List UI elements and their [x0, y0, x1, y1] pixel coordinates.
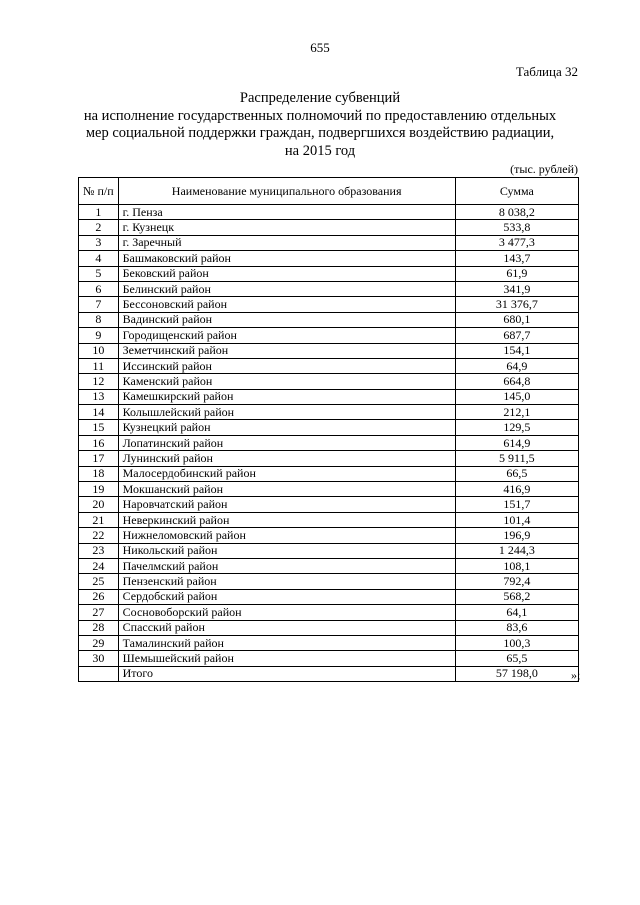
cell-num: 24 [79, 558, 119, 573]
cell-num: 1 [79, 205, 119, 220]
table-row [79, 312, 579, 327]
table-row [79, 435, 579, 450]
table-row [79, 482, 579, 497]
closing-quote-mark: »; [571, 668, 581, 682]
table-row [79, 281, 579, 296]
cell-num: 19 [79, 482, 119, 497]
cell-sum: 129,5 [455, 420, 578, 435]
table-row [79, 466, 579, 481]
cell-num: 26 [79, 589, 119, 604]
cell-num: 21 [79, 512, 119, 527]
cell-sum: 64,1 [455, 605, 578, 620]
table-row [79, 251, 579, 266]
table-row [79, 574, 579, 589]
cell-name: Малосердобинский район [118, 466, 455, 481]
header-name: Наименование муниципального образования [118, 178, 455, 205]
table-row [79, 389, 579, 404]
cell-sum: 212,1 [455, 405, 578, 420]
cell-name: Мокшанский район [118, 482, 455, 497]
table-row [79, 543, 579, 558]
cell-name: Спасский район [118, 620, 455, 635]
table-row [79, 420, 579, 435]
total-row [79, 666, 579, 681]
cell-sum: 614,9 [455, 435, 578, 450]
cell-sum: 145,0 [455, 389, 578, 404]
cell-name: Лунинский район [118, 451, 455, 466]
cell-num: 8 [79, 312, 119, 327]
cell-num: 3 [79, 235, 119, 250]
cell-name: Неверкинский район [118, 512, 455, 527]
table-row [79, 374, 579, 389]
cell-name: Шемышейский район [118, 651, 455, 666]
cell-sum: 1 244,3 [455, 543, 578, 558]
cell-num [79, 666, 119, 681]
cell-name: Пензенский район [118, 574, 455, 589]
cell-num: 7 [79, 297, 119, 312]
cell-name: Итого [118, 666, 455, 681]
cell-name: Кузнецкий район [118, 420, 455, 435]
cell-name: Наровчатский район [118, 497, 455, 512]
cell-name: Нижнеломовский район [118, 528, 455, 543]
cell-num: 14 [79, 405, 119, 420]
cell-sum: 65,5 [455, 651, 578, 666]
table-body [79, 205, 579, 682]
cell-name: Земетчинский район [118, 343, 455, 358]
cell-num: 5 [79, 266, 119, 281]
table-row [79, 635, 579, 650]
cell-name: Колышлейский район [118, 405, 455, 420]
cell-sum: 151,7 [455, 497, 578, 512]
table-row [79, 651, 579, 666]
cell-num: 12 [79, 374, 119, 389]
cell-name: Камешкирский район [118, 389, 455, 404]
table-row [79, 405, 579, 420]
cell-sum: 533,8 [455, 220, 578, 235]
cell-sum: 100,3 [455, 635, 578, 650]
table-row [79, 358, 579, 373]
table-header-row [79, 178, 579, 205]
title-line: Распределение субвенций [239, 90, 401, 106]
cell-name: Бессоновский район [118, 297, 455, 312]
cell-name: г. Кузнецк [118, 220, 455, 235]
table-row [79, 512, 579, 527]
cell-sum: 143,7 [455, 251, 578, 266]
table-row [79, 343, 579, 358]
cell-sum: 792,4 [455, 574, 578, 589]
table-row [79, 497, 579, 512]
cell-num: 15 [79, 420, 119, 435]
table-row [79, 620, 579, 635]
table-row [79, 528, 579, 543]
cell-name: Бековский район [118, 266, 455, 281]
cell-sum: 61,9 [455, 266, 578, 281]
header-num: № п/п [79, 178, 119, 205]
table-row [79, 589, 579, 604]
cell-name: Сердобский район [118, 589, 455, 604]
cell-sum: 664,8 [455, 374, 578, 389]
cell-num: 28 [79, 620, 119, 635]
cell-sum: 568,2 [455, 589, 578, 604]
cell-name: Тамалинский район [118, 635, 455, 650]
cell-num: 2 [79, 220, 119, 235]
cell-num: 23 [79, 543, 119, 558]
table-row [79, 328, 579, 343]
cell-sum: 108,1 [455, 558, 578, 573]
cell-name: г. Пенза [118, 205, 455, 220]
cell-sum: 154,1 [455, 343, 578, 358]
cell-num: 10 [79, 343, 119, 358]
cell-num: 13 [79, 389, 119, 404]
cell-name: Никольский район [118, 543, 455, 558]
table-label: Таблица 32 [515, 64, 578, 79]
cell-sum: 66,5 [455, 466, 578, 481]
cell-name: Сосновоборский район [118, 605, 455, 620]
title-line: мер социальной поддержки граждан, подвергшихся воздействию радиации, [85, 125, 555, 141]
cell-num: 17 [79, 451, 119, 466]
title-line: на исполнение государственных полномочий по предоставлению отдельных [83, 107, 557, 124]
cell-num: 18 [79, 466, 119, 481]
table-row [79, 451, 579, 466]
cell-name: Башмаковский район [118, 251, 455, 266]
cell-sum: 57 198,0 [455, 666, 578, 681]
cell-sum: 64,9 [455, 358, 578, 373]
cell-name: г. Заречный [118, 235, 455, 250]
table-row [79, 266, 579, 281]
table-row [79, 558, 579, 573]
header-sum: Сумма [455, 178, 578, 205]
cell-sum: 680,1 [455, 312, 578, 327]
table-row [79, 297, 579, 312]
cell-num: 25 [79, 574, 119, 589]
cell-num: 20 [79, 497, 119, 512]
title-line: на 2015 год [284, 142, 356, 159]
cell-num: 27 [79, 605, 119, 620]
cell-sum: 416,9 [455, 482, 578, 497]
cell-name: Вадинский район [118, 312, 455, 327]
cell-num: 6 [79, 281, 119, 296]
cell-num: 29 [79, 635, 119, 650]
cell-sum: 31 376,7 [455, 297, 578, 312]
table-row [79, 605, 579, 620]
cell-name: Белинский район [118, 281, 455, 296]
subsidy-table [78, 177, 579, 682]
cell-name: Иссинский район [118, 358, 455, 373]
cell-sum: 101,4 [455, 512, 578, 527]
document-title [60, 90, 580, 160]
table-row [79, 205, 579, 220]
table-row [79, 220, 579, 235]
cell-num: 22 [79, 528, 119, 543]
cell-sum: 341,9 [455, 281, 578, 296]
table-row [79, 235, 579, 250]
cell-num: 16 [79, 435, 119, 450]
cell-num: 11 [79, 358, 119, 373]
cell-sum: 5 911,5 [455, 451, 578, 466]
units-label: (тыс. рублей) [510, 162, 578, 176]
cell-sum: 3 477,3 [455, 235, 578, 250]
cell-name: Каменский район [118, 374, 455, 389]
cell-name: Городищенский район [118, 328, 455, 343]
cell-num: 9 [79, 328, 119, 343]
cell-sum: 8 038,2 [455, 205, 578, 220]
cell-sum: 687,7 [455, 328, 578, 343]
cell-sum: 196,9 [455, 528, 578, 543]
page-number: 655 [310, 40, 330, 55]
cell-name: Пачелмский район [118, 558, 455, 573]
cell-num: 4 [79, 251, 119, 266]
cell-name: Лопатинский район [118, 435, 455, 450]
cell-num: 30 [79, 651, 119, 666]
cell-sum: 83,6 [455, 620, 578, 635]
